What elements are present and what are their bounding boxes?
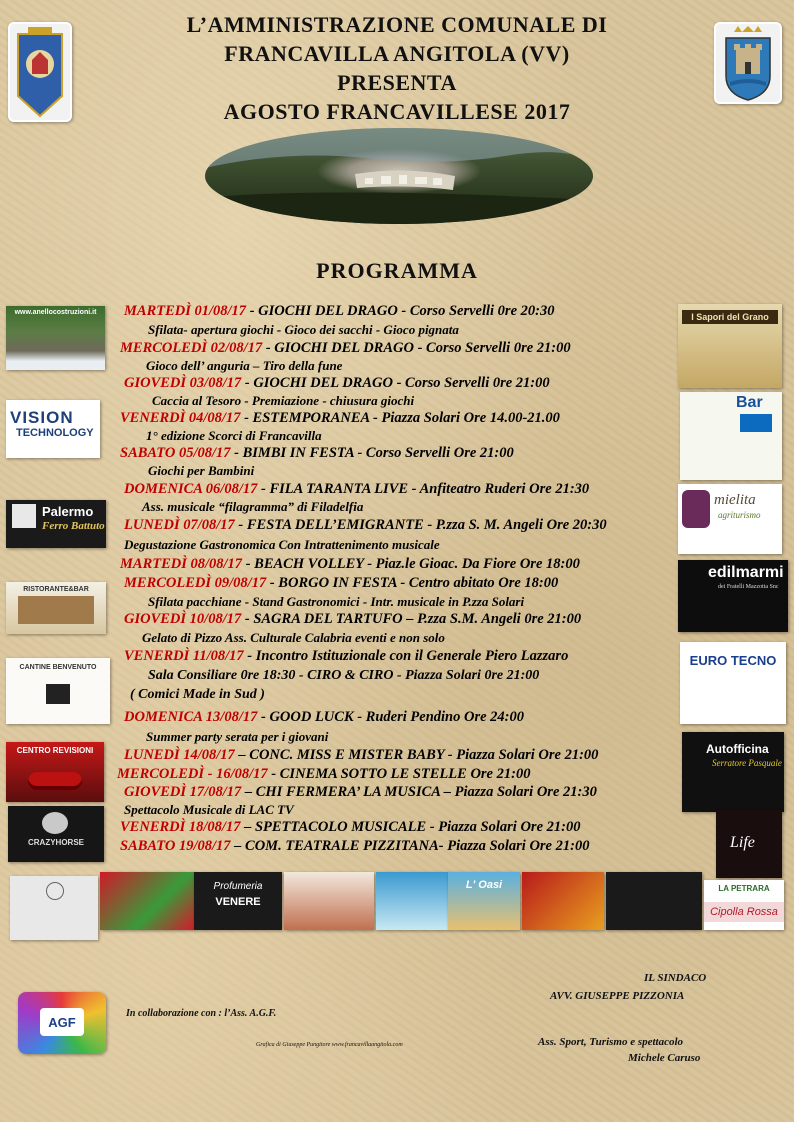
event-05-sub: Giochi per Bambini [148,463,255,478]
sponsor-label: L' Oasi [465,879,503,891]
header-line-4: AGOSTO FRANCAVILLESE 2017 [223,99,571,124]
assessore-label: Ass. Sport, Turismo e spettacolo [538,1036,684,1048]
sponsor-bottom-1[interactable] [10,876,98,940]
collaboration-note: In collaborazione con : l’Ass. A.G.F. [126,1008,277,1019]
event-07-sub: Degustazione Gastronomica Con Intrattenimento musicale [124,537,440,552]
sponsor-bottom-5[interactable] [376,872,448,930]
event-04 [120,409,560,427]
event-day: LUNEDÌ 07/08/17 [124,517,235,533]
event-10-sub: Gelato di Pizzo Ass. Culturale Calabria eventi e non solo [142,630,445,645]
village-landscape-photo [205,128,593,224]
castle-crest-icon [716,24,780,102]
sponsor-oasi[interactable] [448,872,520,930]
event-text: - GIOCHI DEL DRAGO - Corso Servelli 0re 21:00 [262,340,571,356]
grapes-icon [682,490,710,528]
sponsor-label-2: dei Fratelli Mazzotta Snc [718,584,779,590]
event-06-sub: Ass. musicale “filagramma” di Filadelfia [142,499,364,514]
event-day: MERCOLEDÌ 02/08/17 [120,340,263,356]
sponsor-label: Autofficina [706,742,769,756]
event-08 [120,555,580,573]
event-11-sub: Sala Consiliare 0re 18:30 - CIRO & CIRO - Piazza Solari 0re 21:00 [148,668,540,683]
event-day: GIOVEDÌ 17/08/17 [124,784,242,800]
event-text: - BEACH VOLLEY - Piaz.le Gioac. Da Fiore Ore 18:00 [242,556,580,572]
header-line-1: L’AMMINISTRAZIONE COMUNALE DI [186,12,608,37]
municipal-crest [714,22,782,104]
sponsor-profumeria-venere[interactable] [194,872,282,930]
event-day: VENERDÌ 11/08/17 [124,648,244,664]
event-day: DOMENICA 13/08/17 [124,709,258,725]
event-day: GIOVEDÌ 03/08/17 [124,375,242,391]
event-text: – CHI FERMERA’ LA MUSICA – Piazza Solari Ore 21:30 [241,784,597,800]
assessore-name: Michele Caruso [628,1052,701,1064]
event-day: MERCOLEDÌ 09/08/17 [124,575,267,591]
sponsor-label-2: TECHNOLOGY [16,427,94,439]
event-text: - GOOD LUCK - Ruderi Pendino Ore 24:00 [257,709,524,725]
event-text: - ESTEMPORANEA - Piazza Solari Ore 14.00-21.00 [240,410,560,426]
sponsor-label-2: Serratore Pasquale [712,758,782,768]
sponsor-ristorante-bar[interactable] [6,582,106,634]
event-04-sub: 1° edizione Scorci di Francavilla [146,428,322,443]
car-icon [28,772,82,790]
event-text: – CONC. MISS E MISTER BABY - Piazza Solari Ore 21:00 [234,747,599,763]
restaurant-image [18,596,94,624]
sindaco-label: IL SINDACO [644,972,707,984]
sponsor-label-2: VENERE [215,896,261,908]
event-10 [124,610,581,628]
event-01 [124,302,554,320]
event-day: MARTEDÌ 01/08/17 [124,303,247,319]
sponsor-label: Bar [736,394,763,411]
header-title [130,10,664,126]
event-day: VENERDÌ 04/08/17 [120,410,241,426]
sponsor-euro-tecno[interactable] [680,642,786,724]
agf-logo [18,992,106,1054]
event-text: - SAGRA DEL TARTUFO – P.zza S.M. Angeli 0re 21:00 [241,611,582,627]
event-day: SABATO 05/08/17 [120,445,231,461]
header-line-3: PRESENTA [337,70,457,95]
event-15 [124,783,597,801]
event-text: - Incontro Istituzionale con il Generale Piero Lazzaro [243,648,569,664]
sponsor-bottom-2[interactable] [100,872,194,930]
sponsor-label-2: Cipolla Rossa [704,902,784,922]
sponsor-autofficina[interactable] [682,732,784,812]
event-text: - CINEMA SOTTO LE STELLE Ore 21:00 [267,766,531,782]
landscape-illustration [205,128,593,224]
municipal-banner-crest [8,22,72,122]
tabacchi-icon [740,414,772,432]
sponsor-label: LA PETRARA [718,883,770,893]
sponsor-anello-costruzioni[interactable] [6,306,105,370]
agf-logo-text: AGF [40,1008,84,1036]
sponsor-label: edilmarmi [708,564,784,581]
sponsor-label: CRAZYHORSE [27,837,84,847]
sponsor-mielita-agriturismo[interactable] [678,484,782,554]
sponsor-label: mielita [714,492,756,508]
horse-icon [42,812,68,834]
event-01-sub: Sfilata- apertura giochi - Gioco dei sacchi - Gioco pignata [148,322,459,337]
event-11-sub2: ( Comici Made in Sud ) [130,687,265,702]
sponsor-cantine-benvenuto[interactable] [6,658,110,724]
sindaco-name: AVV. GIUSEPPE PIZZONIA [550,990,685,1002]
event-15-sub: Spettacolo Musicale di LAC TV [124,802,294,817]
sponsor-label: I Sapori del Grano [682,310,778,324]
event-day: VENERDÌ 18/08/17 [120,819,241,835]
event-text: - GIOCHI DEL DRAGO - Corso Servelli 0re 20:30 [246,303,555,319]
sponsor-i-sapori-del-grano[interactable] [678,304,782,388]
event-14 [117,765,530,783]
sponsor-la-petrara[interactable] [704,880,784,930]
sponsor-label: RISTORANTE&BAR [23,585,89,593]
event-text: – SPETTACOLO MUSICALE - Piazza Solari Ore 21:00 [240,819,581,835]
event-text: - BIMBI IN FESTA - Corso Servelli Ore 21:00 [230,445,514,461]
event-day: LUNEDÌ 14/08/17 [124,747,235,763]
event-03-sub: Caccia al Tesoro - Premiazione - chiusura giochi [152,393,415,408]
sponsor-label: VISION [10,408,74,427]
sponsor-label: EURO TECNO [689,652,777,668]
programma-title: PROGRAMMA [316,258,478,283]
event-text: – COM. TEATRALE PIZZITANA- Piazza Solari Ore 21:00 [230,838,590,854]
sponsor-crazyhorse[interactable] [8,806,104,862]
event-text: - FILA TARANTA LIVE - Anfiteatro Ruderi Ore 21:30 [257,481,590,497]
event-09 [124,574,558,592]
event-day: GIOVEDÌ 10/08/17 [124,611,242,627]
sponsor-life-pizza[interactable] [716,810,782,878]
event-07 [124,516,607,534]
event-day: SABATO 19/08/17 [120,838,231,854]
winery-logo-icon [46,684,70,704]
sponsor-label: Profumeria [213,880,263,892]
event-06 [124,480,589,498]
event-05 [120,444,514,462]
event-09-sub: Sfilata pacchiane - Stand Gastronomici - Intr. musicale in P.zza Solari [148,594,525,609]
sponsor-palermo-ferro-battuto[interactable] [6,500,106,548]
event-text: - BORGO IN FESTA - Centro abitato Ore 18:00 [266,575,559,591]
sponsor-label: CENTRO REVISIONI [16,745,94,755]
sponsor-label-2: Ferro Battuto [42,520,105,532]
wrench-icon [12,504,36,528]
sponsor-bottom-8[interactable] [606,872,702,930]
sponsor-bottom-4[interactable] [284,872,374,930]
sponsor-label: CANTINE BENVENUTO [19,663,97,671]
sponsor-bottom-7[interactable] [522,872,604,930]
event-16 [120,818,580,836]
sponsor-bar-tabacchi[interactable] [680,392,782,480]
sponsor-vision-technology[interactable] [6,400,100,458]
event-day: MERCOLEDÌ - 16/08/17 [117,766,268,782]
event-11 [124,647,568,665]
event-text: - GIOCHI DEL DRAGO - Corso Servelli 0re 21:00 [241,375,550,391]
banner-crest-icon [10,24,70,120]
sponsor-label: www.anellocostruzioni.it [14,308,97,316]
event-02 [120,339,571,357]
event-day: DOMENICA 06/08/17 [124,481,258,497]
sponsor-label: Life [730,834,755,851]
header-line-2: FRANCAVILLA ANGITOLA (VV) [224,41,570,66]
sponsor-edilmarmi[interactable] [678,560,788,632]
event-13 [124,746,598,764]
sponsor-label: Palermo [42,504,94,519]
event-17 [120,837,589,855]
logo-icon [46,882,64,900]
sponsor-centro-revisioni[interactable] [6,742,104,802]
event-03 [124,374,550,392]
event-02-sub: Gioco dell’ anguria – Tiro della fune [146,358,343,373]
event-text: - FESTA DELL’EMIGRANTE - P.zza S. M. Angeli Ore 20:30 [234,517,607,533]
event-12-sub: Summer party serata per i giovani [146,729,329,744]
graphics-credit: Grafica di Giuseppe Pungitore www.francavillaangitola.com [256,1042,403,1048]
event-12 [124,708,524,726]
sponsor-label-2: agriturismo [718,510,761,520]
event-day: MARTEDÌ 08/08/17 [120,556,243,572]
